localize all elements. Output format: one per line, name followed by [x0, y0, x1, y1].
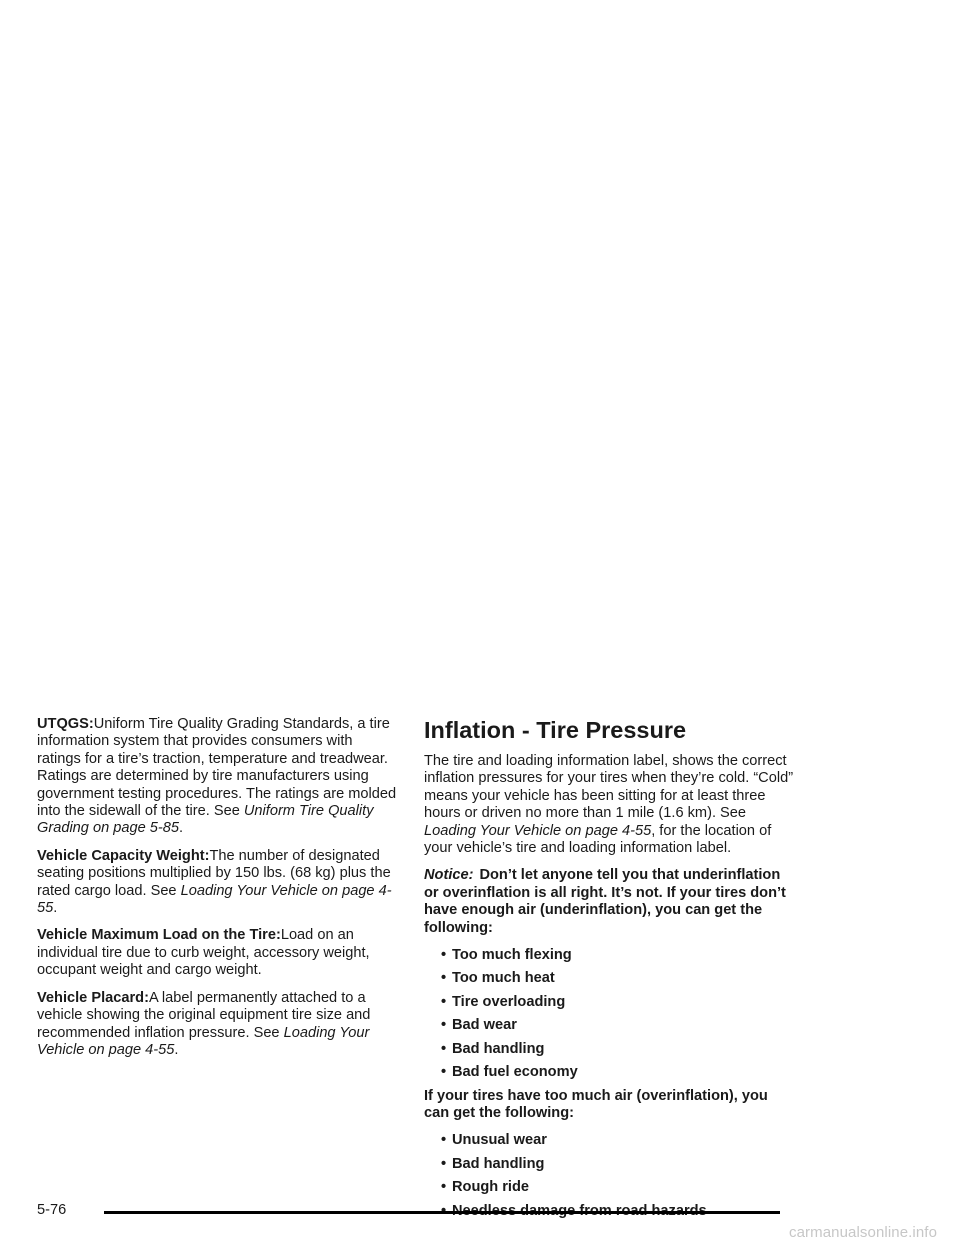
list-item: • Tire overloading	[441, 994, 796, 1011]
list-item: • Bad handling	[441, 1156, 796, 1173]
list-item: • Too much heat	[441, 970, 796, 987]
cross-reference-link[interactable]: Loading Your Vehicle on page 4-55	[37, 882, 392, 917]
cross-reference-link[interactable]: Loading Your Vehicle on page 4-55	[37, 1024, 370, 1058]
left-column	[37, 716, 397, 1069]
cross-reference-link[interactable]: Uniform Tire Quality Grading on page 5-85	[37, 803, 374, 837]
notice-label: Notice:	[424, 867, 474, 884]
intro-paragraph: The tire and loading information label, shows the correct inflation pressures for your tires when they’re cold. “Cold” means your vehicle has been sitting for at least three hours or driven no more than 1 mile (1.6 km). See Loading Your Vehicle on page 4-55, for the location of your vehicle’s tire and loading information label.	[424, 753, 794, 857]
overinflation-intro: If your tires have too much air (overinflation), you can get the following:	[424, 1087, 768, 1121]
list-item: • Too much flexing	[441, 947, 796, 964]
definition-utqgs: UTQGS:Uniform Tire Quality Grading Standards, a tire information system that provides consumers with ratings for a tire’s traction, temperature and treadwear. Ratings are determined by tire manufacturers using government testing procedures. The ratings are molded into the sidewall of the tire. See Uniform Tire Quality Grading on page 5-85.	[37, 716, 397, 837]
overinflation-list	[424, 1132, 796, 1220]
term-vehicle-placard: Vehicle Placard:	[37, 989, 149, 1006]
list-item: • Unusual wear	[441, 1132, 796, 1149]
notice-paragraph: Notice: Don’t let anyone tell you that underinflation or overinflation is all right. It’s not. If your tires don’t have enough air (underinflation), you can get the following:	[424, 867, 786, 936]
definition-vehicle-capacity-weight: Vehicle Capacity Weight:The number of designated seating positions multiplied by 150 lbs. (68 kg) plus the rated cargo load. See Loading Your Vehicle on page 4-55.	[37, 847, 392, 917]
term-vehicle-capacity-weight: Vehicle Capacity Weight:	[37, 847, 210, 864]
list-item: • Bad fuel economy	[441, 1064, 796, 1081]
list-item: • Bad handling	[441, 1041, 796, 1058]
cross-reference-link[interactable]: Loading Your Vehicle on page 4-55	[424, 822, 652, 839]
list-item: • Bad wear	[441, 1017, 796, 1034]
right-column	[424, 717, 796, 1226]
list-item: • Rough ride	[441, 1179, 796, 1196]
term-vehicle-maximum-load: Vehicle Maximum Load on the Tire:	[37, 927, 281, 944]
definition-vehicle-maximum-load: Vehicle Maximum Load on the Tire:Load on an individual tire due to curb weight, accessory weight, occupant weight and cargo weight.	[37, 927, 370, 979]
section-heading: Inflation - Tire Pressure	[424, 717, 687, 743]
watermark-text: carmanualsonline.info	[789, 1224, 938, 1241]
underinflation-list	[424, 947, 796, 1081]
term-utqgs: UTQGS:	[37, 716, 94, 732]
definition-vehicle-placard: Vehicle Placard:A label permanently attached to a vehicle showing the original equipment tire size and recommended inflation pressure. See Loading Your Vehicle on page 4-55.	[37, 989, 371, 1058]
footer-divider	[104, 1211, 780, 1214]
page-number: 5-76	[37, 1202, 67, 1218]
